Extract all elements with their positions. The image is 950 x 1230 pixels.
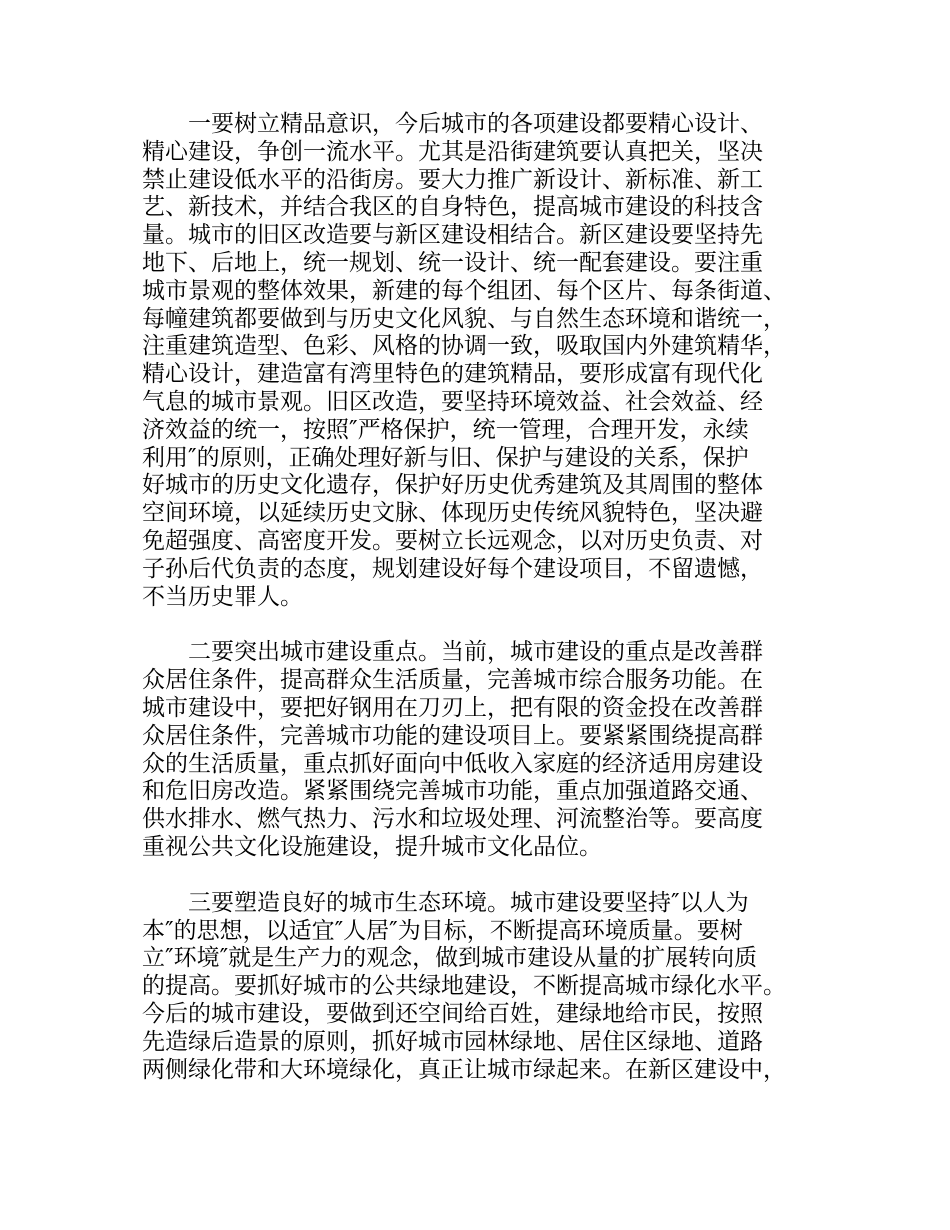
text-line: 两侧绿化带和大环境绿化，真正让城市绿起来。在新区建设中， bbox=[142, 1056, 786, 1083]
text-line: 的提高。要抓好城市的公共绿地建设，不断提高城市绿化水平。 bbox=[142, 973, 786, 1000]
text-line: 众居住条件，完善城市功能的建设项目上。要紧紧围绕提高群 bbox=[142, 722, 763, 749]
text-line: 立″环境″就是生产力的观念，做到城市建设从量的扩展转向质 bbox=[142, 945, 758, 972]
text-line: 艺、新技术，并结合我区的自身特色，提高城市建设的科技含 bbox=[142, 194, 763, 221]
text-line: 今后的城市建设，要做到还空间给百姓，建绿地给市民，按照 bbox=[142, 1000, 763, 1027]
text-line: 量。城市的旧区改造要与新区建设相结合。新区建设要坚持先 bbox=[142, 222, 763, 249]
text-line: 先造绿后造景的原则，抓好城市园林绿地、居住区绿地、道路 bbox=[142, 1028, 763, 1055]
paragraph-ecological-environment bbox=[142, 890, 827, 1085]
paragraph-quality-awareness bbox=[142, 111, 827, 611]
text-line: 三要塑造良好的城市生态环境。城市建设要坚持″以人为 bbox=[188, 889, 749, 916]
text-line: 好城市的历史文化遗存，保护好历史优秀建筑及其周围的整体 bbox=[142, 472, 763, 499]
text-line: 子孙后代负责的态度，规划建设好每个建设项目，不留遗憾， bbox=[142, 555, 763, 582]
text-line: 每幢建筑都要做到与历史文化风貌、与自然生态环境和谐统一， bbox=[142, 305, 786, 332]
text-line: 众的生活质量，重点抓好面向中低收入家庭的经济适用房建设 bbox=[142, 750, 763, 777]
text-line: 精心建设，争创一流水平。尤其是沿街建筑要认真把关，坚决 bbox=[142, 138, 763, 165]
text-line: 二要突出城市建设重点。当前，城市建设的重点是改善群 bbox=[188, 639, 763, 666]
text-line: 重视公共文化设施建设，提升城市文化品位。 bbox=[142, 833, 602, 860]
text-line: 精心设计，建造富有湾里特色的建筑精品，要形成富有现代化 bbox=[142, 361, 763, 388]
text-line: 本″的思想，以适宜″人居″为目标，不断提高环境质量。要树 bbox=[142, 917, 743, 944]
text-line: 禁止建设低水平的沿街房。要大力推广新设计、新标准、新工 bbox=[142, 166, 763, 193]
text-line: 城市建设中，要把好钢用在刀刃上，把有限的资金投在改善群 bbox=[142, 694, 763, 721]
text-line: 济效益的统一，按照″严格保护，统一管理，合理开发，永续 bbox=[142, 416, 749, 443]
text-line: 不当历史罪人。 bbox=[142, 583, 303, 610]
text-line: 利用″的原则，正确处理好新与旧、保护与建设的关系，保护 bbox=[142, 444, 749, 471]
text-line: 空间环境，以延续历史文脉、体现历史传统风貌特色，坚决避 bbox=[142, 500, 763, 527]
text-line: 气息的城市景观。旧区改造，要坚持环境效益、社会效益、经 bbox=[142, 388, 763, 415]
text-line: 一要树立精品意识，今后城市的各项建设都要精心设计、 bbox=[188, 111, 763, 137]
text-line: 地下、后地上，统一规划、统一设计、统一配套建设。要注重 bbox=[142, 249, 763, 276]
text-line: 免超强度、高密度开发。要树立长远观念，以对历史负责、对 bbox=[142, 527, 763, 554]
text-line: 众居住条件，提高群众生活质量，完善城市综合服务功能。在 bbox=[142, 667, 763, 694]
text-line: 注重建筑造型、色彩、风格的协调一致，吸取国内外建筑精华， bbox=[142, 333, 786, 360]
paragraph-construction-priorities bbox=[142, 639, 827, 861]
text-line: 和危旧房改造。紧紧围绕完善城市功能，重点加强道路交通、 bbox=[142, 778, 763, 805]
text-line: 城市景观的整体效果，新建的每个组团、每个区片、每条街道、 bbox=[142, 277, 786, 304]
document-body bbox=[142, 111, 827, 1112]
text-line: 供水排水、燃气热力、污水和垃圾处理、河流整治等。要高度 bbox=[142, 806, 763, 833]
